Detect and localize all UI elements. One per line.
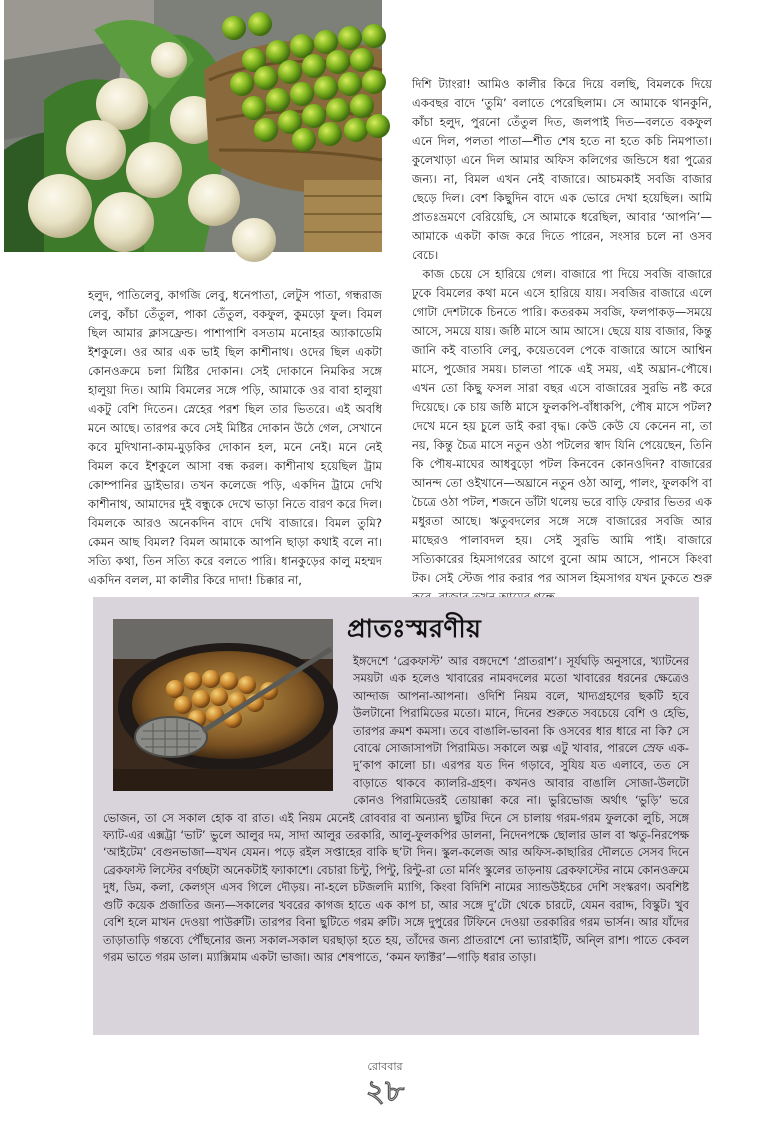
vegetable-market-photo xyxy=(4,0,382,252)
magazine-name: রোববার xyxy=(367,1060,403,1073)
article-column-left xyxy=(88,286,382,587)
boxout-paragraph: ইঙ্গদেশে ‘ব্রেকফাস্ট’ আর বঙ্গদেশে ‘প্রাতরাশ’। সূর্যঘড়ি অনুসারে, খ্যাটনের সময়টা এক হলেও খাবারের নামবদলের মতো খাবারের ধরনের ক্ষেত্রেও আন্দাজ আপনা-আপনা। ওদিশি নিয়ম বলে, খাদ্যগ্রহণের ছকটি হবে উলটানো পিরামিডের মতো। মানে, দিনের শুরুতে সবচেয়ে বেশি ও হেভি, তারপর ক্রমশ কমসা। তবে বাঙালি-ভাবনা কি ওসবের ধার ধারে না কি? সে বোঝে সোজাসাপটা পিরামিড। সকালে অল্প এটু খাবার, পারলে স্রেফ এক-দু’কাপ কালো চা। এরপর যত দিন গড়াবে, সুযিয় যত এলাবে, তত সে বাড়াতে থাকবে ক্যালরি-গ্রহণ। কখনও আবার বাঙালি সোজা-উলটো কোনও পিরামিডেরই তোয়াক্কা করে না। ভুরিভোজ অর্থাৎ ‘ভুড়ি’ ভরে ভোজন, তা সে সকাল হোক বা রাত। এই নিয়ম মেনেই রোববার বা অন্যান্য ছুটির দিনে সে চালায় গরম-গরম ফুলকো লুচি, সঙ্গে ফ্যাট-এর এক্সট্রা ‘ভাট’ ভুলে আলুর দম, সাদা আলুর তরকারি, আলু-ফুলকপির ডালনা, নিদেনপক্ষে ছোলার ডাল বা ঋতু-নিরপেক্ষ ‘আইটেম’ বেগুনভাজা—যখন যেমন। পড়ে রইল সপ্তাহের বাকি ছ’টা দিন। স্কুল-কলেজ আর অফিস-কাছারির দৌলতে সেসব দিনে ব্রেকফাস্ট লিস্টের বর্ণচ্ছটা অনেকটাই ফ্যাকাশে। বেচারা চিন্টু, পিন্টু, রিন্টু-রা তো মর্নিং স্কুলের তাড়নায় ব্রেকফাস্টের নামে কোনওক্রমে দুধ, ডিম, কলা, কেলগ্স এসব গিলে দৌড়য়। না-হলে চটজলদি ম্যাগি, কিংবা বিদিশি নামের স্যান্ডউইচের দেশি সংস্করণ। অবশিষ্ট গুটি কয়েক প্রজাতির জন্য—সকালের খবরের কাগজ হাতে এক কাপ চা, আর সঙ্গে দু’টো থেকে চারটে, যেমন বরাদ্দ, বিস্কুট। খুব বেশি হলে মাখন দেওয়া পাউরুটি। তারপর বিনা ছুটিতে গরম রুটি। সঙ্গে দুপুরের টিফিনে দেওয়া তরকারির গরম ভার্সন। আর যাঁদের তাড়াতাড়ি গন্তব্যে পৌঁছনোর জন্য সকাল-সকাল ঘরছাড়া হতে হয়, তাঁদের জন্য প্রাতরাশে নো ভ্যারাইটি, অন্লি রাশ। পাতে কেবল গরম ভাতে গরম ডাল। ম্যাক্সিমাম একটা ভাজা। আর শেষপাতে, ‘কমন ফ্যাক্টর’—গাড়ি ধরার তাড়া। xyxy=(103,654,689,964)
boxout-body xyxy=(103,653,689,966)
breakfast-boxout xyxy=(93,597,699,1035)
photo-text-wrap-spacer xyxy=(103,653,353,793)
article-column-right xyxy=(412,75,712,585)
page-number: ২৮ xyxy=(365,1074,405,1109)
article-paragraph: কাজ চেয়ে সে হারিয়ে গেল। বাজারে পা দিয়ে সবজি বাজারে ঢুকে বিমলের কথা মনে এসে হারিয়ে যায়। সবজির বাজারে এলে গোটা দেশটাকে চিনতে পারি। কতরকম সবজি, ফলপাকড়—সময়ে আসে, সময়ে যায়। জষ্ঠি মাসে আম আসে। ছেয়ে যায় বাজার, কিন্তু জানি কই বাতাবি লেবু, কয়েতবেল পেকে বাজারে আসে আশ্বিন মাসে, পুজোর সময়। চালতা পাকে এই সময়, এই অঘ্রান-পৌষে। এখন তো কিছু ফসল সারা বছর এসে বাজারের সুরভি নষ্ট করে দিয়েছে। কে চায় জষ্ঠি মাসে ফুলকপি-বাঁধাকপি, পৌষ মাসে পটল? দেখে মনে হয় চুলে ডাই করা বৃদ্ধ। কেউ কেউ যে কেনেন না, তা নয়, কিন্তু চৈত্র মাসে নতুন ওঠা পটলের স্বাদ যিনি পেয়েছেন, তিনি কি পৌষ-মাঘের আধবুড়ো পটল কিনবেন কোনওদিন? বাজারের আনন্দ তো ওইখানে—অঘ্রানে নতুন ওঠা আলু, পালং, ফুলকপি বা চৈত্রে ওঠা পটল, শজনে ডাঁটা থলেয় ভরে বাড়ি ফেরার ভিতর এক মধুরতা আছে। ঋতুবদলের সঙ্গে সঙ্গে বাজারের সবজি আর মাছেরও পালাবদল হয়। সেই সুরভি আমি পাই। বাজারে সত্যিকারের হিমসাগরের আগে বুনো আম আসে, পানসে কিংবা টক। সেই স্টেজ পার করার পর আসল হিমসাগর যখন ঢুকতে শুরু xyxy=(412,267,712,585)
vegetable-market-illustration xyxy=(4,0,382,252)
article-paragraph: হলুদ, পাতিলেবু, কাগজি লেবু, ধনেপাতা, লেটুস পাতা, গন্ধরাজ লেবু, কাঁচা তেঁতুল, পাকা তেঁতুল, বকফুল, কুমড়ো ফুল। বিমল ছিল আমার ক্লাসফ্রেন্ড। পাশাপাশি বসতাম মনোহর অ্যাকাডেমি ইশকুলে। ওর আর এক ভাই ছিল কাশীনাথ। ওদের ছিল একটা কোনওক্রমে চলা মিষ্টির দোকান। সেই দোকানে নিমকির সঙ্গে হালুয়া দিত। আমি বিমলের সঙ্গে পড়ি, আমাকে ওর বাবা হালুয়া একটু বেশি দিতেন। স্নেহের পরশ ছিল তার ভিতরে। এই অবধি মনে আছে। তারপর কবে সেই মিষ্টির দোকান উঠে গেল, সেখানে কবে মুদিখানা-কাম-মুড়কির দোকান হল, মনে নেই। মনে নেই বিমল কবে ইশকুলে আসা বন্ধ করল। কাশীনাথ হয়েছিল ট্রাম কোম্পানির ড্রাইভার। তখন কলেজে পড়ি, একদিন ট্রামে দেখি কাশীনাথ, আমাদের দুই বন্ধুকে দেখে ভাড়া নিতে বারণ করে দিল। বিমলকে আরও অনেকদিন বাদে দেখি বাজারে। বিমল তুমি? কেমন আছ বিমল? বিমল আমাকে আপনি ছাড়া কথাই বলে না। সত্যি কথা, তিন সত্যি করে বলতে পারি। ধানকুড়ের কালু মহম্মদ একদিন বলল, মা কালীর কিরে দাদা! চিক্কার না, xyxy=(88,288,382,587)
article-paragraph: দিশি ট্যাংরা! আমিও কালীর কিরে দিয়ে বলছি, বিমলকে দিয়ে একবছর বাদে ‘তুমি’ বলাতে পেরেছিলাম। সে আমাকে থানকুনি, কাঁচা হলুদ, পুরনো তেঁতুল দিত, জলপাই দিত—বলতে বকফুল এনে দিল, পলতা পাতা—শীত শেষ হতে না হতে কচি নিমপাতা। কুলেখাড়া এনে দিল আমার অফিস কলিগের জন্ডিসে ধরা পুত্রের জন্য। না, বিমল এখন নেই বাজারে। আচমকাই সবজি বাজার ছেড়ে দিল। বেশ কিছুদিন বাদে এক ভোরে দেখা হয়েছিল। আমি প্রাতঃভ্রমণে বেরিয়েছি, সে আমাকে ধরেছিল, আবার ‘আপনি’—আমাকে একটা কাজ করে দিতে পারেন, সংসার চলে না ওসব বেচে। xyxy=(412,77,712,262)
page-footer xyxy=(0,1058,770,1107)
boxout-title: প্রাতঃস্মরণীয় xyxy=(347,614,482,643)
